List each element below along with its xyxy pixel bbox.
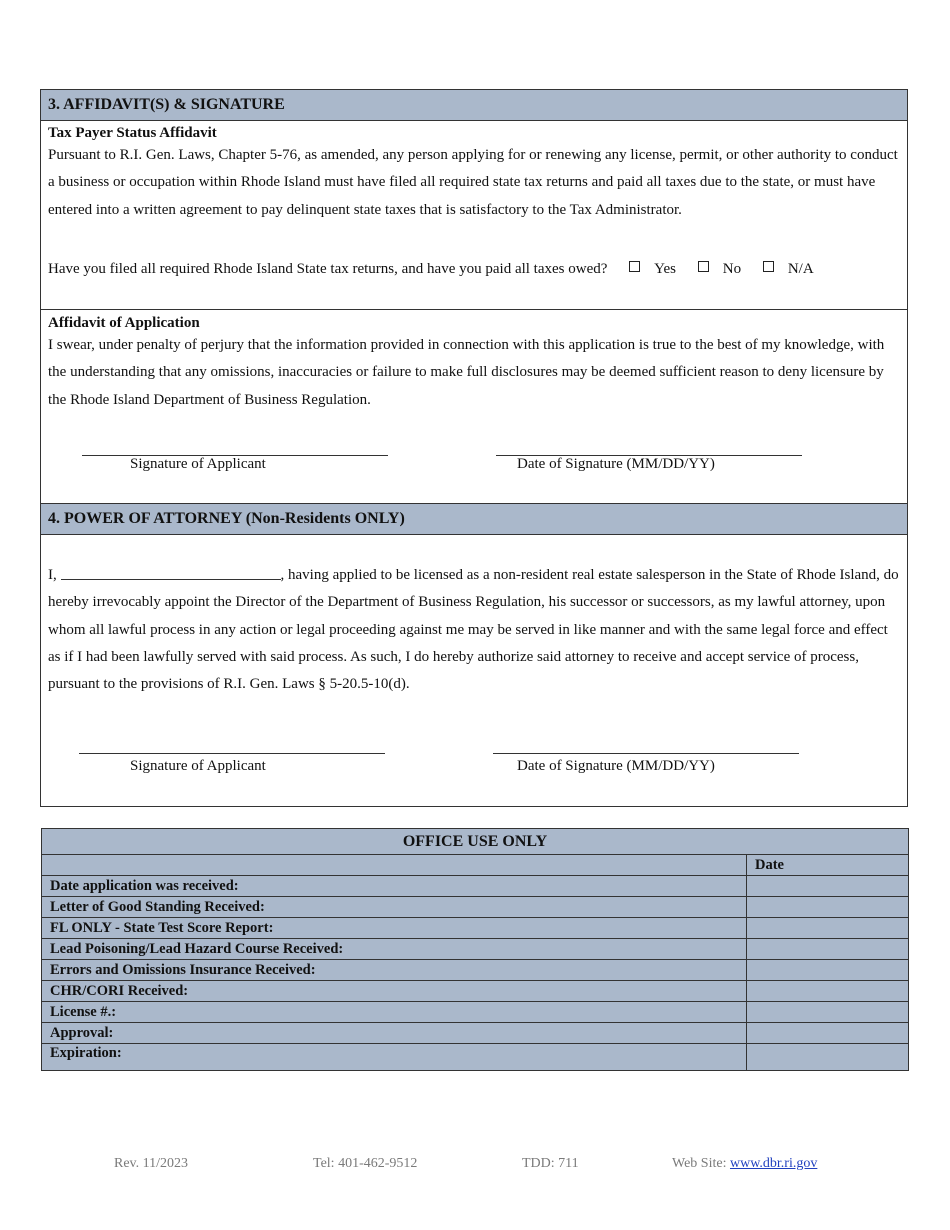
footer-website: [672, 1156, 817, 1172]
office-use-title: OFFICE USE ONLY: [42, 829, 909, 855]
tax-question-text: Have you filed all required Rhode Island State tax returns, and have you paid all taxes owed?: [48, 261, 608, 277]
footer-revision: Rev. 11/2023: [114, 1156, 189, 1171]
checkbox-na[interactable]: [763, 261, 774, 272]
poa-signature-line[interactable]: [79, 753, 385, 754]
office-use-table: [41, 828, 909, 1071]
footer-tdd: TDD: 711: [522, 1156, 579, 1171]
checkbox-yes[interactable]: [629, 261, 640, 272]
tax-option-yes[interactable]: Yes: [629, 261, 676, 278]
table-row: [42, 1044, 909, 1071]
table-row: [42, 876, 909, 897]
affidavit-section: [40, 89, 908, 504]
poa-signature-label: Signature of Applicant: [130, 758, 266, 774]
poa-date-line[interactable]: [493, 753, 799, 754]
office-row-label: License #.:: [42, 1002, 747, 1023]
table-row: [42, 981, 909, 1002]
table-row: [42, 939, 909, 960]
affidavit-section-header: 3. AFFIDAVIT(S) & SIGNATURE: [41, 90, 907, 121]
office-row-date[interactable]: [747, 876, 909, 897]
power-of-attorney-header: 4. POWER OF ATTORNEY (Non-Residents ONLY): [41, 504, 907, 535]
office-row-date[interactable]: [747, 1002, 909, 1023]
office-row-label: Errors and Omissions Insurance Received:: [42, 960, 747, 981]
table-row: [42, 960, 909, 981]
application-affidavit-title: Affidavit of Application: [48, 315, 200, 331]
poa-date-label: Date of Signature (MM/DD/YY): [517, 758, 715, 774]
table-row: [42, 897, 909, 918]
office-row-date[interactable]: [747, 1023, 909, 1044]
signature-date-label: Date of Signature (MM/DD/YY): [517, 456, 715, 472]
power-of-attorney-section: [40, 503, 908, 807]
tax-question: [48, 261, 900, 278]
office-row-label: FL ONLY - State Test Score Report:: [42, 918, 747, 939]
office-row-label: Approval:: [42, 1023, 747, 1044]
office-row-label: CHR/CORI Received:: [42, 981, 747, 1002]
office-row-date[interactable]: [747, 939, 909, 960]
checkbox-no[interactable]: [698, 261, 709, 272]
office-row-date[interactable]: [747, 897, 909, 918]
office-row-label: Lead Poisoning/Lead Hazard Course Received:: [42, 939, 747, 960]
applicant-name-blank[interactable]: [61, 565, 281, 580]
taxpayer-affidavit-text: Pursuant to R.I. Gen. Laws, Chapter 5-76, as amended, any person applying for or renewing any license, permit, or other authority to conduct a business or occupation within Rhode Island must have filed all required state tax returns and paid all taxes due to the state, or must have entered into a written agreement to pay delinquent state taxes that is satisfactory to the Tax Administrator.: [48, 147, 898, 218]
table-row: [42, 1023, 909, 1044]
office-row-date[interactable]: [747, 1044, 909, 1071]
tax-option-no[interactable]: No: [698, 261, 741, 278]
office-row-date[interactable]: [747, 960, 909, 981]
office-row-date[interactable]: [747, 981, 909, 1002]
power-of-attorney-text: I, , having applied to be licensed as a non-resident real estate salesperson in the State of Rhode Island, do hereby irrevocably appoint the Director of the Department of Business Regulation, his successor or successors, as my lawful attorney, upon whom all lawful process in any action or legal proceeding against me may be served in like manner and with the same legal force and effect as if I had been lawfully served with said process. As such, I do hereby authorize said attorney to receive and accept service of process, pursuant to the provisions of R.I. Gen. Laws § 5-20.5-10(d).: [48, 567, 899, 693]
office-row-label: Letter of Good Standing Received:: [42, 897, 747, 918]
application-affidavit-text: I swear, under penalty of perjury that the information provided in connection with this application is true to the best of my knowledge, with the understanding that any omissions, inaccuracies or failure to make full disclosures may be deemed sufficient reason to deny licensure by the Rhode Island Department of Business Regulation.: [48, 337, 885, 408]
office-date-header: Date: [747, 855, 909, 876]
tax-option-na[interactable]: N/A: [763, 261, 814, 278]
office-header-blank: [42, 855, 747, 876]
table-row: [42, 918, 909, 939]
office-row-label: Date application was received:: [42, 876, 747, 897]
application-affidavit: [48, 315, 900, 414]
taxpayer-affidavit: [48, 125, 900, 224]
subsection-divider: [41, 309, 907, 310]
footer-telephone: Tel: 401-462-9512: [313, 1156, 418, 1171]
table-row: [42, 1002, 909, 1023]
footer-website-link[interactable]: www.dbr.ri.gov: [729, 1156, 818, 1171]
office-row-label: Expiration:: [42, 1044, 747, 1071]
footer-website-label: Web Site:: [672, 1156, 727, 1171]
taxpayer-affidavit-title: Tax Payer Status Affidavit: [48, 125, 217, 141]
applicant-signature-label: Signature of Applicant: [130, 456, 266, 472]
office-row-date[interactable]: [747, 918, 909, 939]
